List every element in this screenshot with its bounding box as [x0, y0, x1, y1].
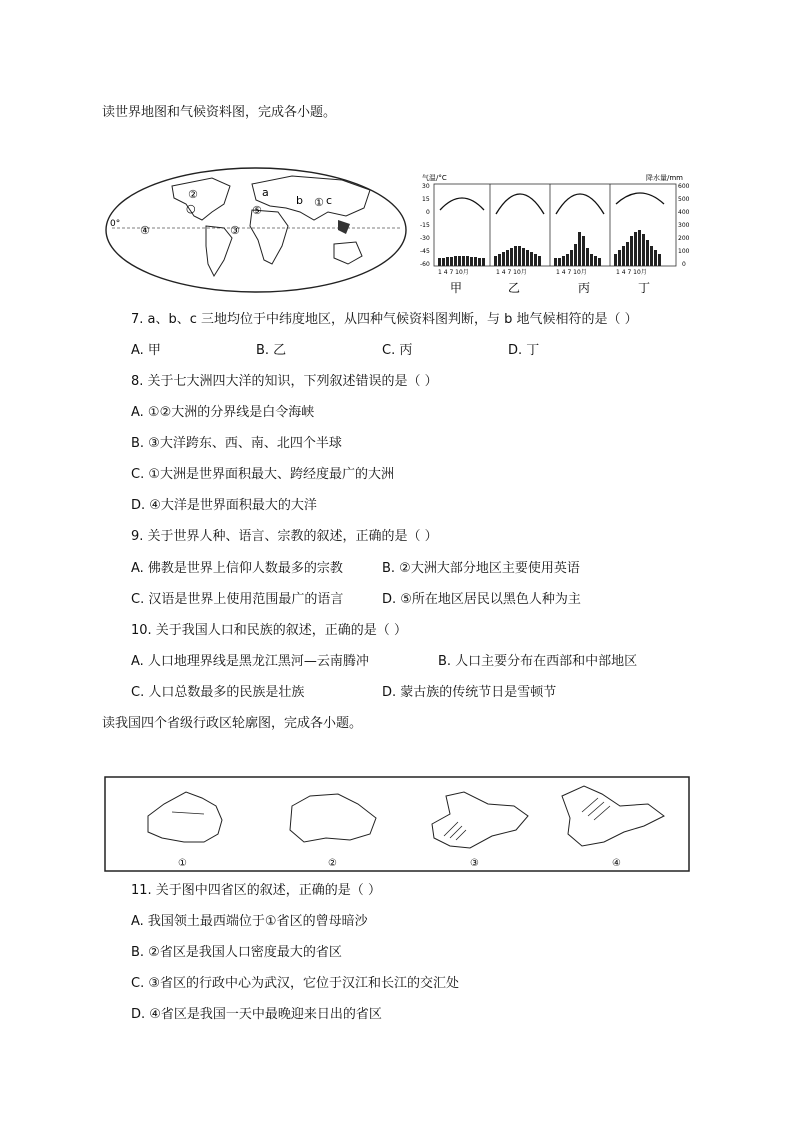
temp-axis-title: 气温/°C	[422, 174, 447, 182]
q9-option-c[interactable]: C. 汉语是世界上使用范围最广的语言	[131, 592, 344, 607]
q10-option-a[interactable]: A. 人口地理界线是黑龙江黑河—云南腾冲	[131, 654, 369, 669]
temp-tick: -45	[420, 248, 430, 255]
q11-stem: 11. 关于图中四省区的叙述，正确的是（ ）	[131, 883, 381, 898]
q10-option-c[interactable]: C. 人口总数最多的民族是壮族	[131, 685, 305, 700]
month-tick: 1 4 7 10月	[496, 269, 527, 276]
marker-5: ⑤	[252, 204, 262, 217]
q10-option-b[interactable]: B. 人口主要分布在西部和中部地区	[438, 654, 638, 669]
month-tick: 1 4 7 10月	[556, 269, 587, 276]
temp-tick: 30	[422, 183, 430, 190]
q7-option-b[interactable]: B. 乙	[256, 343, 287, 358]
month-tick: 1 4 7 10月	[616, 269, 647, 276]
month-tick: 1 4 7 10月	[438, 269, 469, 276]
q9-option-a[interactable]: A. 佛教是世界上信仰人数最多的宗教	[131, 561, 343, 576]
precip-axis-title: 降水量/mm	[646, 174, 683, 182]
marker-2: ②	[188, 188, 198, 201]
intro-world-map: 读世界地图和气候资料图，完成各小题。	[102, 105, 337, 120]
province-label-1: ①	[178, 858, 187, 869]
temp-tick: -15	[420, 222, 430, 229]
q7-option-c[interactable]: C. 丙	[382, 343, 413, 358]
q8-option-a[interactable]: A. ①②大洲的分界线是白令海峡	[131, 405, 315, 420]
intro-provinces: 读我国四个省级行政区轮廓图，完成各小题。	[102, 716, 363, 731]
precip-tick: 400	[678, 209, 690, 216]
q10-option-d[interactable]: D. 蒙古族的传统节日是雪顿节	[382, 685, 557, 700]
precip-tick: 100	[678, 248, 690, 255]
province-outlines-figure	[104, 776, 690, 872]
q8-stem: 8. 关于七大洲四大洋的知识，下列叙述错误的是（ ）	[131, 374, 438, 389]
marker-3: ③	[230, 224, 240, 237]
marker-1: ①	[314, 196, 324, 209]
q8-option-b[interactable]: B. ③大洋跨东、西、南、北四个半球	[131, 436, 342, 451]
panel-label-jia: 甲	[450, 281, 463, 295]
marker-1-north: ○	[186, 202, 196, 215]
province-label-3: ③	[470, 858, 479, 869]
precip-tick: 300	[678, 222, 690, 229]
q7-stem: 7. a、b、c 三地均位于中纬度地区，从四种气候资料图判断，与 b 地气候相符的是（ ）	[131, 312, 638, 327]
q7-option-a[interactable]: A. 甲	[131, 343, 161, 358]
point-a: a	[262, 186, 269, 199]
panel-label-yi: 乙	[508, 281, 521, 295]
temp-tick: -30	[420, 235, 430, 242]
q8-option-d[interactable]: D. ④大洋是世界面积最大的大洋	[131, 498, 317, 513]
q11-option-a[interactable]: A. 我国领土最西端位于①省区的曾母暗沙	[131, 914, 368, 929]
q7-option-d[interactable]: D. 丁	[508, 343, 540, 358]
temp-tick: -60	[420, 261, 430, 268]
temp-tick: 15	[422, 196, 430, 203]
point-c: c	[326, 194, 333, 207]
world-map-figure	[102, 164, 412, 296]
panel-label-ding: 丁	[638, 281, 651, 295]
precip-tick: 500	[678, 196, 690, 203]
q11-option-b[interactable]: B. ②省区是我国人口密度最大的省区	[131, 945, 342, 960]
precip-tick: 0	[682, 261, 686, 268]
province-label-2: ②	[328, 858, 337, 869]
q9-option-b[interactable]: B. ②大洲大部分地区主要使用英语	[382, 561, 580, 576]
climate-charts-figure	[420, 170, 692, 298]
precip-tick: 200	[678, 235, 690, 242]
q11-option-d[interactable]: D. ④省区是我国一天中最晚迎来日出的省区	[131, 1007, 382, 1022]
precip-tick: 600	[678, 183, 690, 190]
q10-stem: 10. 关于我国人口和民族的叙述，正确的是（ ）	[131, 623, 407, 638]
panel-label-bing: 丙	[578, 281, 591, 295]
province-label-4: ④	[612, 858, 621, 869]
q9-option-d[interactable]: D. ⑤所在地区居民以黑色人种为主	[382, 592, 581, 607]
equator-label: 0°	[110, 219, 121, 229]
q9-stem: 9. 关于世界人种、语言、宗教的叙述，正确的是（ ）	[131, 529, 438, 544]
temp-tick: 0	[426, 209, 430, 216]
q8-option-c[interactable]: C. ①大洲是世界面积最大、跨经度最广的大洲	[131, 467, 394, 482]
point-b: b	[296, 194, 303, 207]
q11-option-c[interactable]: C. ③省区的行政中心为武汉，它位于汉江和长江的交汇处	[131, 976, 459, 991]
marker-4: ④	[140, 224, 150, 237]
